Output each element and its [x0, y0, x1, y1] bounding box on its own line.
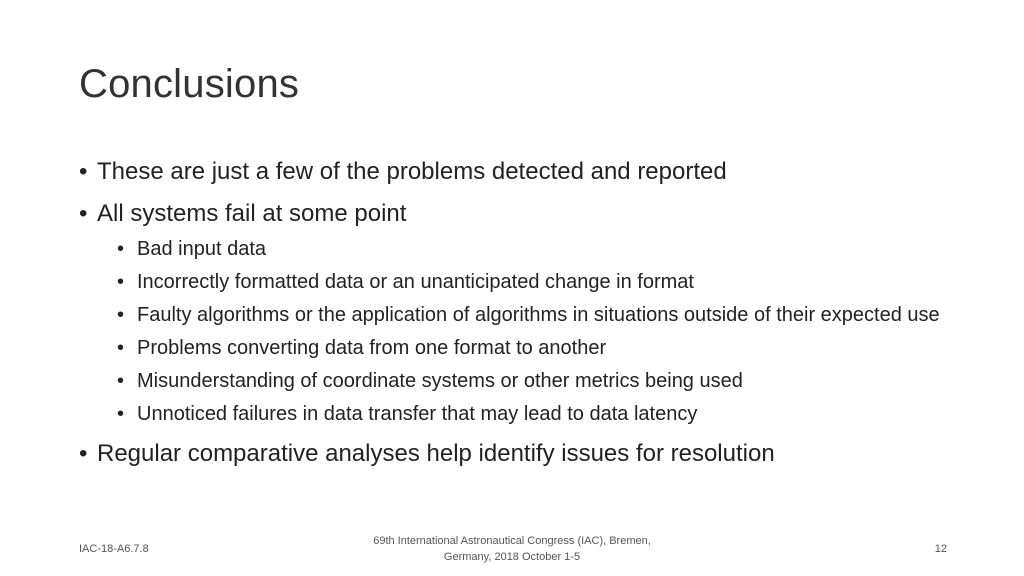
bullet-marker: •: [117, 304, 125, 326]
bullet-text: Regular comparative analyses help identify issues for resolution: [97, 440, 775, 467]
bullet-text: These are just a few of the problems detected and reported: [97, 158, 727, 185]
footer-conference: 69th International Astronautical Congress (IAC), Bremen, Germany, 2018 October 1-5: [373, 535, 651, 563]
sub-bullet-text: Unnoticed failures in data transfer that may lead to data latency: [137, 403, 698, 425]
sub-bullet-list: [117, 236, 959, 428]
footer-paper-id: IAC-18-A6.7.8: [79, 543, 149, 555]
sub-bullet-item: [117, 368, 959, 395]
bullet-marker: •: [117, 238, 125, 260]
bullet-item: [79, 156, 959, 188]
bullet-marker: •: [117, 337, 125, 359]
sub-bullet-item: [117, 335, 959, 362]
slide-title: Conclusions: [79, 62, 300, 106]
sub-bullet-item: [117, 236, 959, 263]
bullet-item: [79, 438, 959, 470]
sub-bullet-item: [117, 302, 959, 329]
sub-bullet-item: [117, 269, 959, 296]
sub-bullet-text: Faulty algorithms or the application of algorithms in situations outside of their expected use: [137, 304, 940, 326]
sub-bullet-text: Incorrectly formatted data or an unanticipated change in format: [137, 271, 694, 293]
bullet-list: [79, 152, 959, 470]
sub-bullet-text: Misunderstanding of coordinate systems or other metrics being used: [137, 370, 743, 392]
bullet-item: [79, 198, 959, 230]
bullet-marker: •: [79, 158, 88, 185]
bullet-marker: •: [117, 271, 125, 293]
bullet-marker: •: [79, 440, 88, 467]
bullet-marker: •: [117, 370, 125, 392]
sub-bullet-text: Bad input data: [137, 238, 266, 260]
slide-number: 12: [934, 543, 947, 555]
sub-bullet-text: Problems converting data from one format to another: [137, 337, 607, 359]
bullet-marker: •: [117, 403, 125, 425]
sub-bullet-item: [117, 401, 959, 428]
bullet-marker: •: [79, 200, 88, 227]
bullet-text: All systems fail at some point: [97, 200, 407, 227]
